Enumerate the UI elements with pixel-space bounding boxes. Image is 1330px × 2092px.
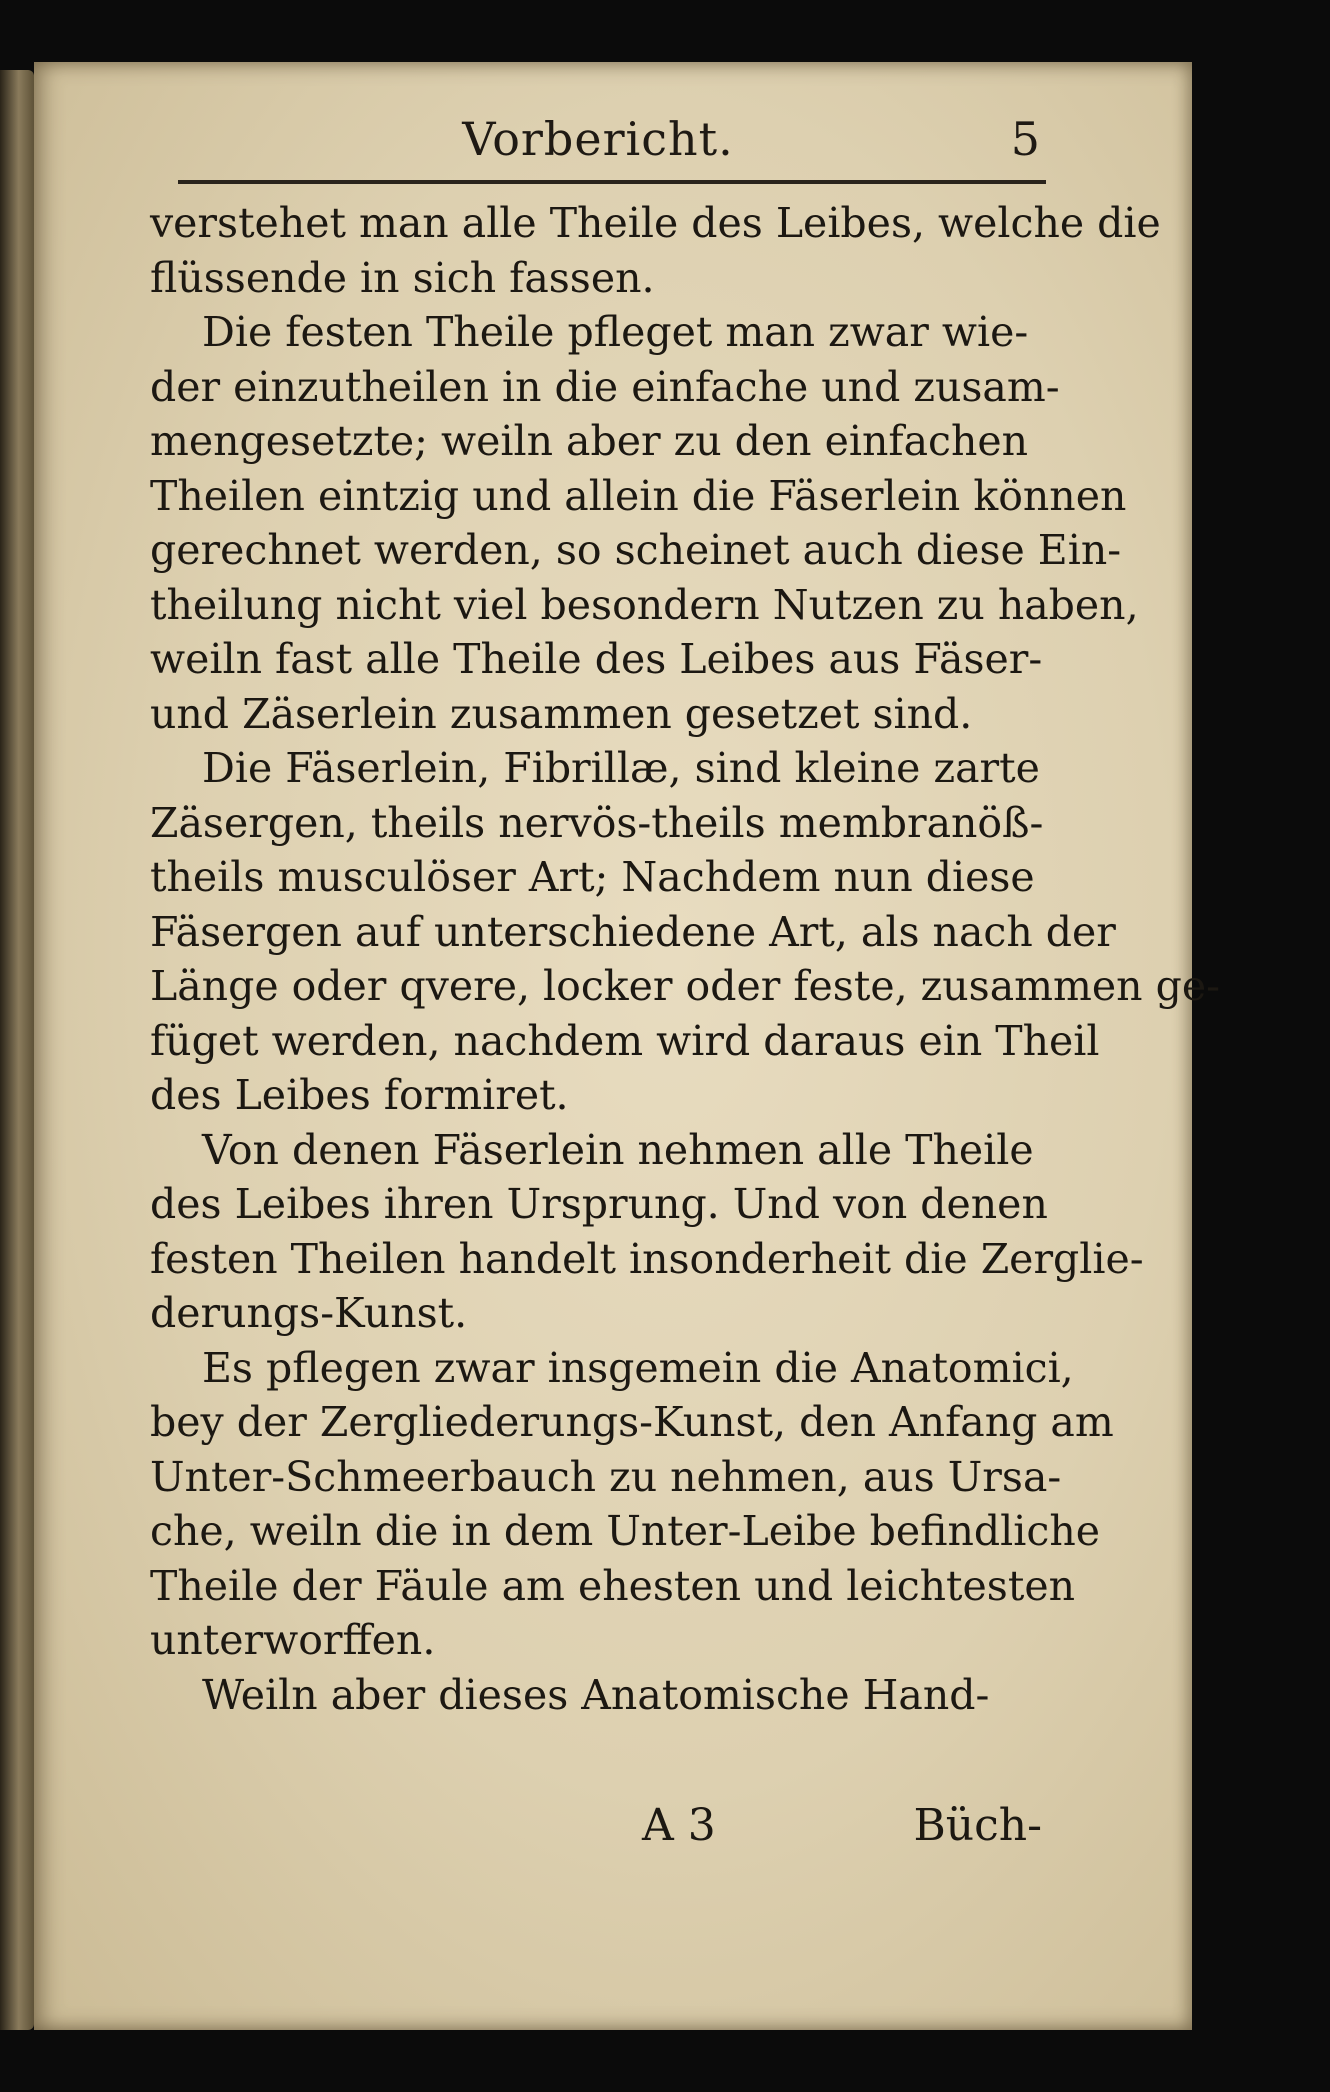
- text-line: bey der Zergliederungs-Kunst, den Anfang am: [150, 1398, 1114, 1446]
- text-line: theilung nicht viel besondern Nutzen zu haben,: [150, 580, 1139, 629]
- text-line: theils musculöser Art; Nachdem nun diese: [150, 853, 1035, 901]
- text-line: derungs-Kunst.: [150, 1289, 468, 1337]
- text-line: Es pflegen zwar insgemein die Anatomici,: [202, 1343, 1074, 1392]
- text-line: Von denen Fäserlein nehmen alle Theile: [202, 1125, 1034, 1174]
- text-line: Zäsergen, theils nervös-theils membranöß-: [150, 798, 1044, 847]
- text-line: flüssende in sich fassen.: [150, 253, 655, 302]
- page-header: [148, 112, 1048, 176]
- text-line: Länge oder qvere, locker oder feste, zusammen ge-: [150, 962, 1220, 1010]
- text-line: des Leibes ihren Ursprung. Und von denen: [150, 1180, 1048, 1228]
- catchword: Büch-: [913, 1800, 1042, 1851]
- text-line: Weiln aber dieses Anatomische Hand-: [202, 1670, 990, 1719]
- text-line: gerechnet werden, so scheinet auch diese Ein-: [150, 526, 1122, 574]
- text-line: mengesetzte; weiln aber zu den einfachen: [150, 417, 1029, 465]
- text-line: unterworffen.: [150, 1616, 436, 1664]
- header-rule: [178, 180, 1046, 184]
- text-line: und Zäserlein zusammen gesetzet sind.: [150, 689, 973, 738]
- text-line: Theilen eintzig und allein die Fäserlein können: [150, 471, 1127, 520]
- text-line: che, weiln die in dem Unter-Leibe befindliche: [150, 1507, 1101, 1555]
- text-line: Die Fäserlein, Fibrillæ, sind kleine zarte: [202, 744, 1040, 792]
- signature-mark: A 3: [642, 1800, 716, 1851]
- text-line: Theile der Fäule am ehesten und leichtesten: [150, 1561, 1075, 1610]
- text-line: festen Theilen handelt insonderheit die Zerglie-: [150, 1234, 1144, 1283]
- running-title: Vorbericht.: [462, 112, 734, 166]
- text-line: des Leibes formiret.: [150, 1071, 569, 1119]
- page-number: 5: [1010, 112, 1040, 166]
- text-line: Die festen Theile pfleget man zwar wie-: [202, 308, 1029, 356]
- text-line: weiln fast alle Theile des Leibes aus Fäser-: [150, 635, 1043, 683]
- text-line: der einzutheilen in die einfache und zusam-: [150, 362, 1060, 411]
- page-footer: [150, 1800, 1050, 1860]
- text-line: verstehet man alle Theile des Leibes, welche die: [150, 199, 1161, 247]
- text-line: Unter-Schmeerbauch zu nehmen, aus Ursa-: [150, 1452, 1062, 1501]
- body-text: [150, 196, 1220, 1722]
- text-line: Fäsergen auf unterschiedene Art, als nach der: [150, 907, 1116, 956]
- text-line: füget werden, nachdem wird daraus ein Theil: [150, 1016, 1100, 1065]
- previous-page-edge: [0, 70, 34, 2030]
